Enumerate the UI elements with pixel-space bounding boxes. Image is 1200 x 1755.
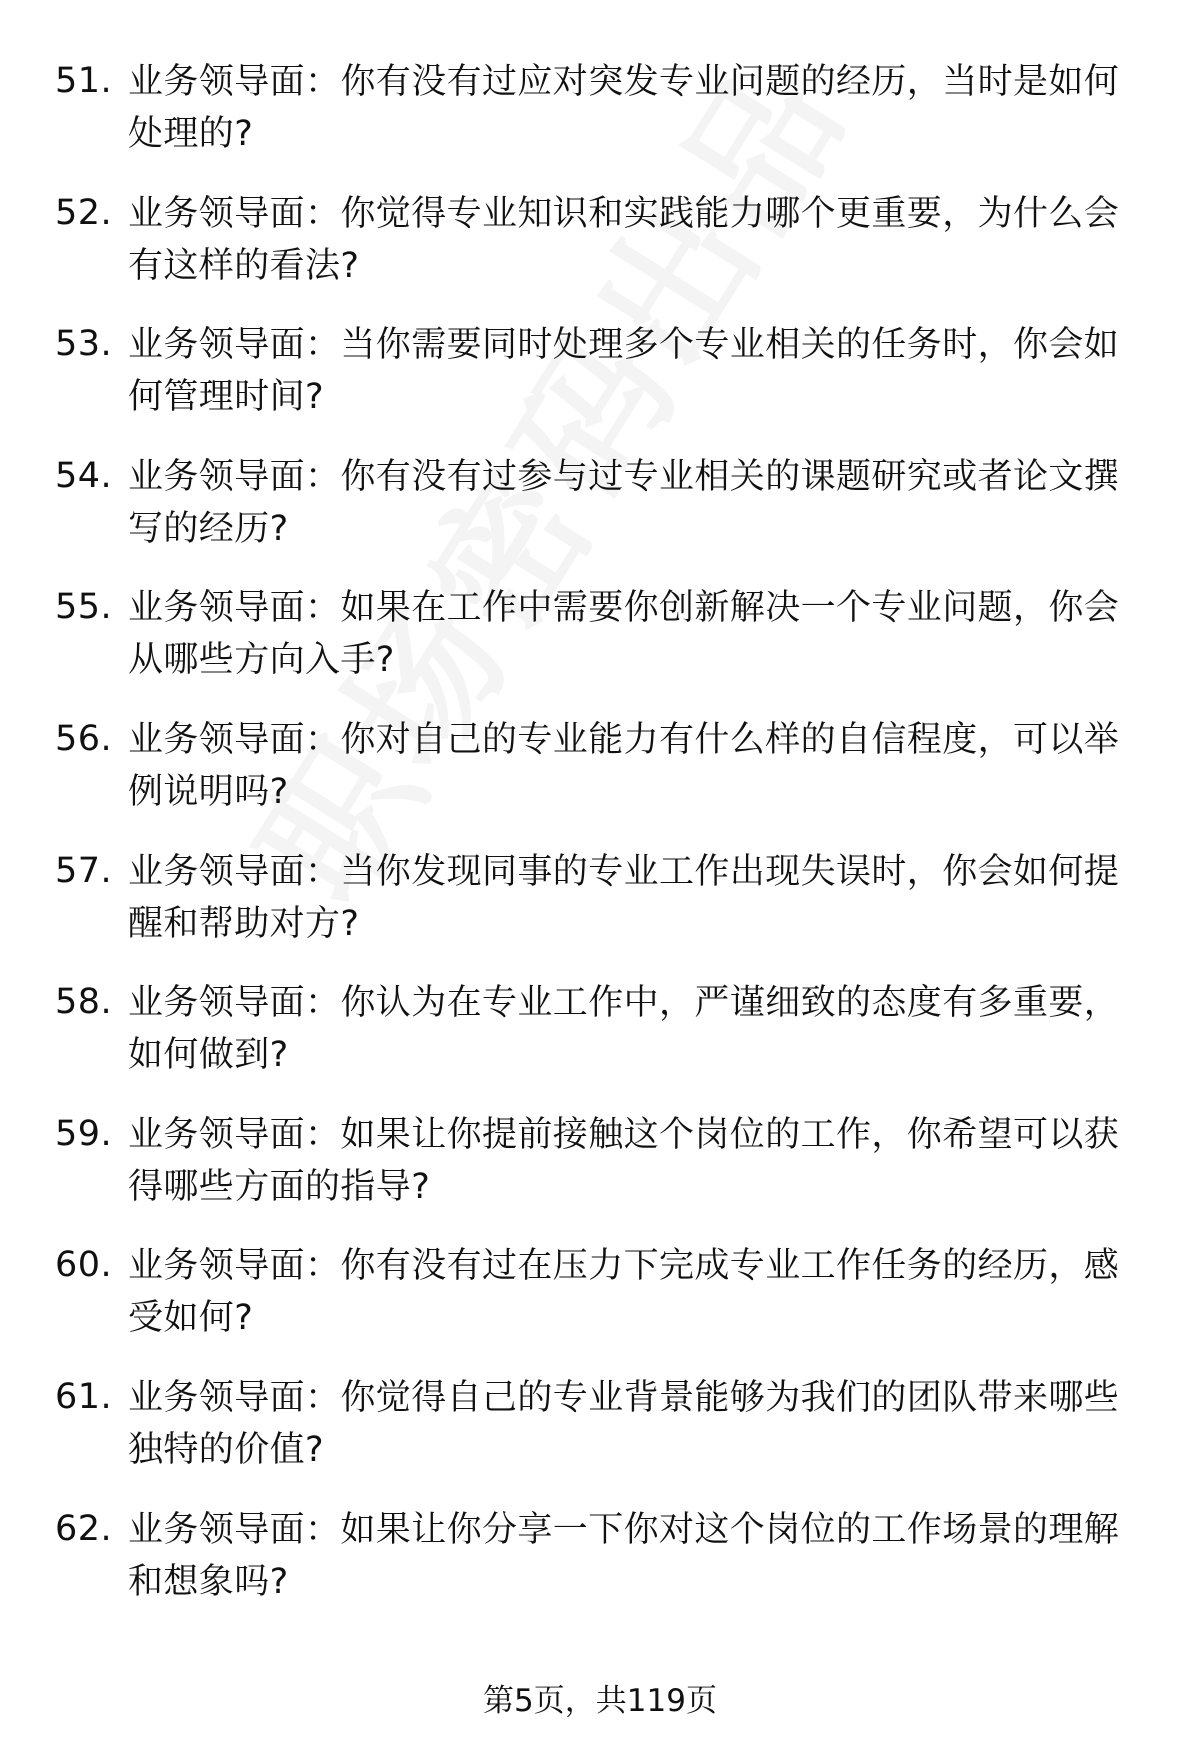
page-footer <box>0 1681 1200 1721</box>
question-number: 58. <box>55 982 113 1023</box>
question-number: 51. <box>55 61 113 101</box>
question-list <box>0 56 1200 1635</box>
question-text: 业务领导面：你有没有过参与过专业相关的课题研究或者论文撰写的经历? <box>128 456 1120 549</box>
question-number: 54. <box>55 455 113 496</box>
question-text: 业务领导面：当你需要同时处理多个专业相关的任务时，你会如何管理时间? <box>128 325 1120 418</box>
question-item <box>0 1109 1200 1241</box>
question-text: 业务领导面：你有没有过在压力下完成专业工作任务的经历，感受如何? <box>128 1246 1120 1339</box>
question-number: 60. <box>55 1245 113 1286</box>
question-item <box>0 846 1200 978</box>
question-item <box>0 977 1200 1109</box>
question-item <box>0 319 1200 451</box>
question-number: 53. <box>55 324 113 365</box>
question-text: 业务领导面：你觉得专业知识和实践能力哪个更重要，为什么会有这样的看法? <box>128 193 1120 286</box>
question-number: 52. <box>55 192 113 233</box>
question-item <box>0 714 1200 846</box>
question-number: 62. <box>55 1508 113 1549</box>
question-text: 业务领导面：你认为在专业工作中，严谨细致的态度有多重要，如何做到? <box>128 983 1120 1076</box>
question-text: 业务领导面：如果让你提前接触这个岗位的工作，你希望可以获得哪些方面的指导? <box>128 1114 1120 1207</box>
question-text: 业务领导面：你对自己的专业能力有什么样的自信程度，可以举例说明吗? <box>128 719 1120 812</box>
question-item <box>0 582 1200 714</box>
question-item <box>0 1240 1200 1372</box>
question-item <box>0 56 1200 188</box>
question-number: 57. <box>55 850 113 891</box>
question-item <box>0 451 1200 583</box>
question-number: 59. <box>55 1113 113 1154</box>
question-item <box>0 1504 1200 1636</box>
question-text: 业务领导面：如果在工作中需要你创新解决一个专业问题，你会从哪些方向入手? <box>128 588 1120 681</box>
question-text: 业务领导面：当你发现同事的专业工作出现失误时，你会如何提醒和帮助对方? <box>128 851 1120 944</box>
question-text: 业务领导面：你有没有过应对突发专业问题的经历，当时是如何处理的? <box>128 62 1120 154</box>
question-item <box>0 188 1200 320</box>
question-text: 业务领导面：你觉得自己的专业背景能够为我们的团队带来哪些独特的价值? <box>128 1377 1120 1470</box>
question-number: 56. <box>55 718 113 759</box>
question-text: 业务领导面：如果让你分享一下你对这个岗位的工作场景的理解和想象吗? <box>128 1509 1120 1602</box>
question-item <box>0 1372 1200 1504</box>
question-number: 61. <box>55 1376 113 1417</box>
question-number: 55. <box>55 587 113 628</box>
page-number-label: 第5页，共119页 <box>483 1683 717 1719</box>
